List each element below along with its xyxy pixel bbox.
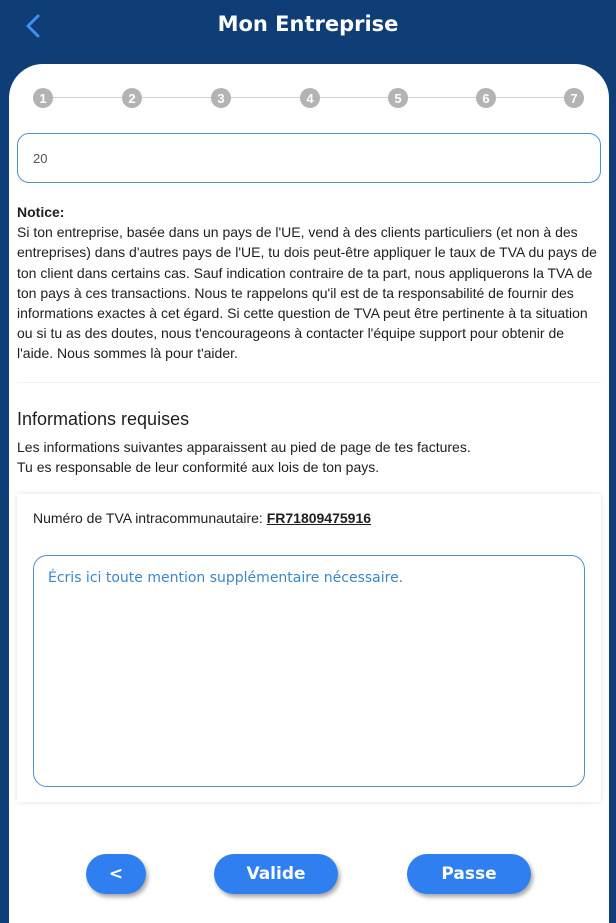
step-4[interactable]: 4: [300, 88, 320, 108]
tva-number: FR71809475916: [266, 510, 372, 526]
step-5[interactable]: 5: [388, 88, 408, 108]
step-7[interactable]: 7: [564, 88, 584, 108]
validate-button[interactable]: Valide: [214, 854, 338, 894]
step-indicator: [9, 86, 609, 110]
main-card: [9, 64, 609, 923]
app-header: [0, 0, 616, 64]
notice-text: Si ton entreprise, basée dans un pays de l'UE, vend à des clients particuliers (et non à des entreprises) dans d'autres pays de l'UE, tu dois peut-être appliquer le taux de TVA du pays de ton client dans certains cas. Sauf indication contraire de ta part, nous appliquerons la TVA de ton pays à ces transactions. Nous te rappelons qu'il est de ta responsabilité de fournir des informations exactes à cet égard. Si cette question de TVA peut être pertinente à ta situation ou si tu as des doutes, nous t'encourageons à contacter l'équipe support pour obtenir de l'aide. Nous sommes là pour t'aider.: [17, 224, 597, 362]
additional-mention-textarea[interactable]: [33, 555, 585, 787]
step-2[interactable]: 2: [122, 88, 142, 108]
tva-line: [33, 510, 371, 526]
vat-rate-input[interactable]: [18, 134, 600, 182]
notice-block: [17, 202, 601, 364]
tva-label: Numéro de TVA intracommunautaire:: [33, 510, 267, 526]
required-info-line-2: Tu es responsable de leur conformité aux lois de ton pays.: [17, 459, 380, 475]
notice-title: Notice:: [17, 204, 65, 220]
invoice-footer-card: [17, 494, 601, 802]
vat-rate-field[interactable]: [17, 133, 601, 183]
section-divider: [17, 382, 601, 383]
step-3[interactable]: 3: [211, 88, 231, 108]
previous-button[interactable]: <: [86, 854, 146, 894]
skip-button[interactable]: Passe: [407, 854, 531, 894]
page-title: Mon Entreprise: [217, 12, 399, 36]
required-info-title: Informations requises: [17, 409, 190, 429]
required-info-line-1: Les informations suivantes apparaissent au pied de page de tes factures.: [17, 439, 471, 455]
step-1[interactable]: 1: [33, 88, 53, 108]
step-6[interactable]: 6: [476, 88, 496, 108]
required-info-description: [17, 437, 601, 477]
